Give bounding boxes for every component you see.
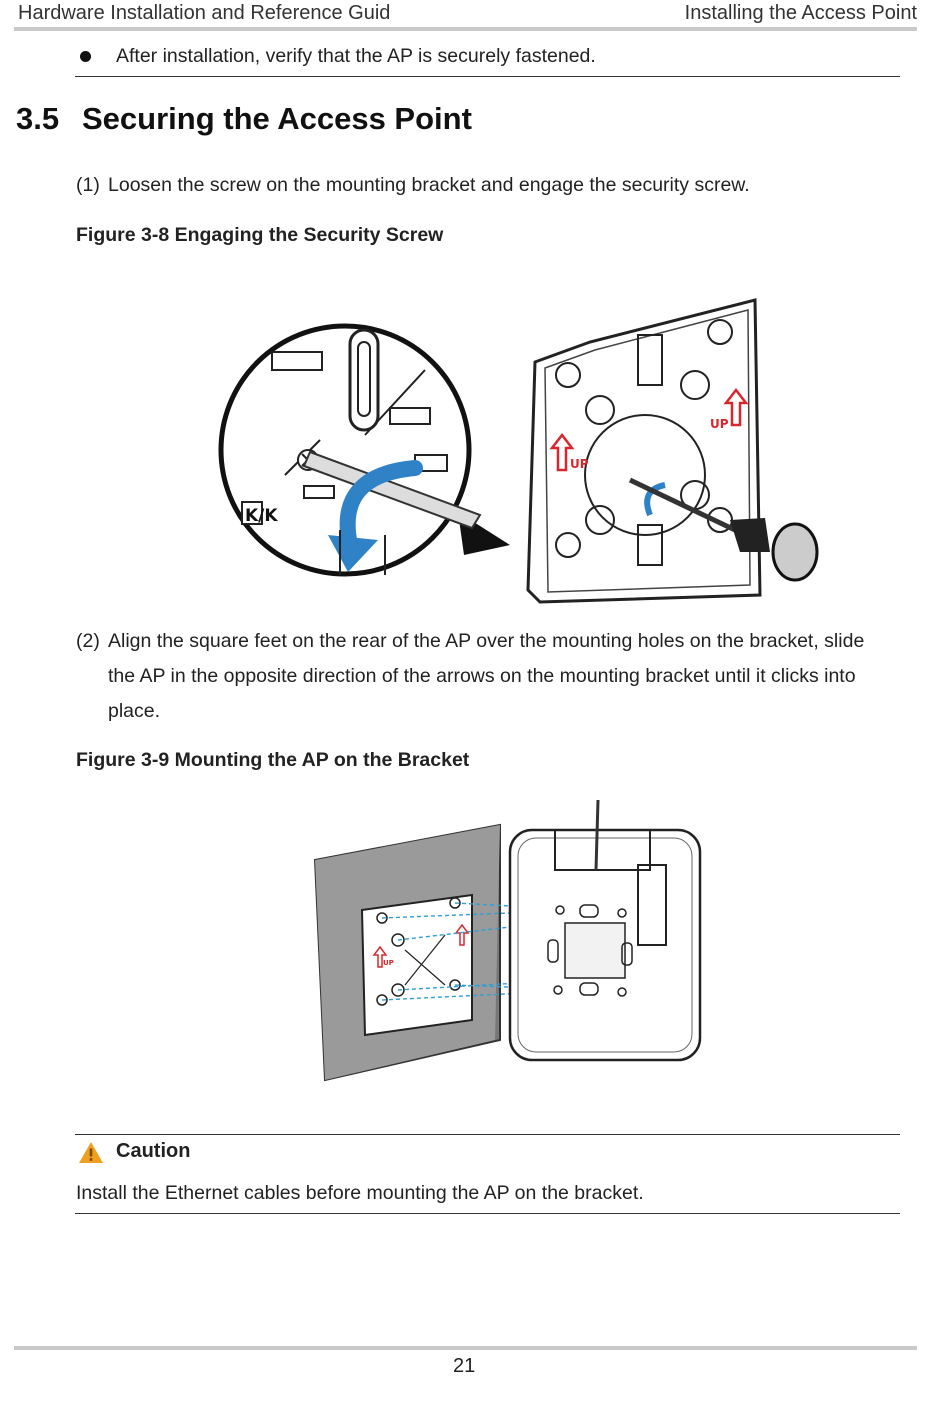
up-label: UP [570,457,589,471]
step-2 [76,624,876,729]
section-number: 3.5 [16,101,60,136]
bullet-icon [80,51,91,62]
figure-3-8-caption: Figure 3-8 Engaging the Security Screw [76,224,444,246]
running-header-left: Hardware Installation and Reference Guid [18,2,391,24]
up-label: UP [383,959,394,967]
step-text: Align the square feet on the rear of the AP over the mounting holes on the bracket, slide the AP in the opposite direction of the arrows on the mounting bracket until it clicks into place. [108,630,865,722]
header-rule [14,27,917,31]
running-header-right: Installing the Access Point [684,2,917,24]
step-number: (1) [76,174,100,196]
figure-3-9-illustration [310,795,710,1100]
access-point-rear [510,800,700,1060]
caution-title: Caution [116,1140,191,1162]
magnified-detail [221,326,480,575]
step-1 [76,168,906,203]
mounting-bracket [528,300,817,602]
caution-bottom-rule [75,1213,900,1214]
bullet-rule [75,76,900,77]
caution-text: Install the Ethernet cables before mounting the AP on the bracket. [76,1182,644,1204]
figure-3-9-caption: Figure 3-9 Mounting the AP on the Bracket [76,749,470,771]
wall [315,825,500,1080]
section-title: Securing the Access Point [82,101,472,136]
warning-icon [78,1141,104,1164]
up-label-right: UP [710,417,729,431]
figure-3-8-illustration [210,290,830,610]
footer-rule [14,1346,917,1350]
bullet-text: After installation, verify that the AP is securely fastened. [116,45,596,67]
page-number: 21 [453,1355,476,1377]
lock-label: K/K [245,506,278,526]
caution-top-rule [75,1134,900,1135]
step-number: (2) [76,630,100,652]
step-text: Loosen the screw on the mounting bracket and engage the security screw. [108,174,750,196]
